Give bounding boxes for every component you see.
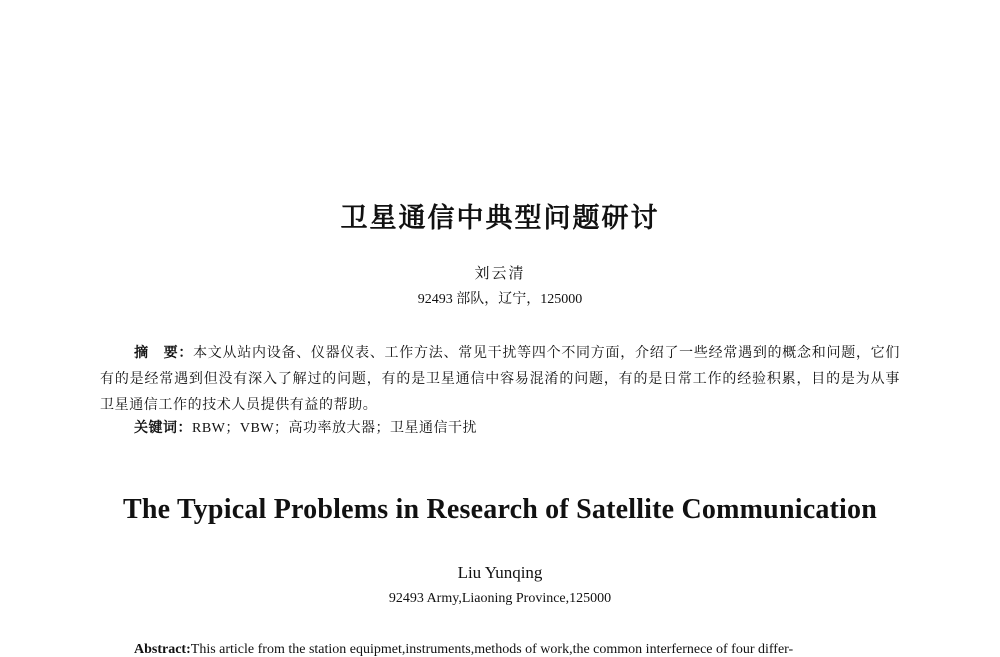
chinese-abstract-text: 本文从站内设备、仪器仪表、工作方法、常见干扰等四个不同方面，介绍了一些经常遇到的概念和问题，它们有的是经常遇到但没有深入了解过的问题，有的是卫星通信中容易混淆的问题，有的是日常工作的经验积累，目的是为从事卫星通信工作的技术人员提供有益的帮助。 [100, 346, 901, 413]
english-author: Liu Yunqing [457, 563, 543, 582]
english-affiliation: 92493 Army,Liaoning Province,125000 [388, 591, 612, 606]
english-abstract-label: Abstract: [134, 642, 191, 657]
chinese-keywords-text: RBW；VBW；高功率放大器；卫星通信干扰 [192, 421, 478, 436]
chinese-affiliation: 92493 部队，辽宁，125000 [417, 292, 583, 307]
chinese-keywords-label: 关键词： [134, 420, 192, 436]
english-abstract [134, 642, 904, 657]
chinese-author: 刘云清 [474, 266, 526, 282]
english-title: The Typical Problems in Research of Satellite Communication [122, 494, 878, 525]
chinese-abstract-label: 摘 要： [134, 345, 194, 361]
chinese-abstract [100, 340, 900, 419]
english-abstract-text: This article from the station equipmet,instruments,methods of work,the common interfernece of four differ- [190, 642, 794, 657]
chinese-title: 卫星通信中典型问题研讨 [340, 203, 660, 234]
chinese-keywords [134, 417, 900, 437]
